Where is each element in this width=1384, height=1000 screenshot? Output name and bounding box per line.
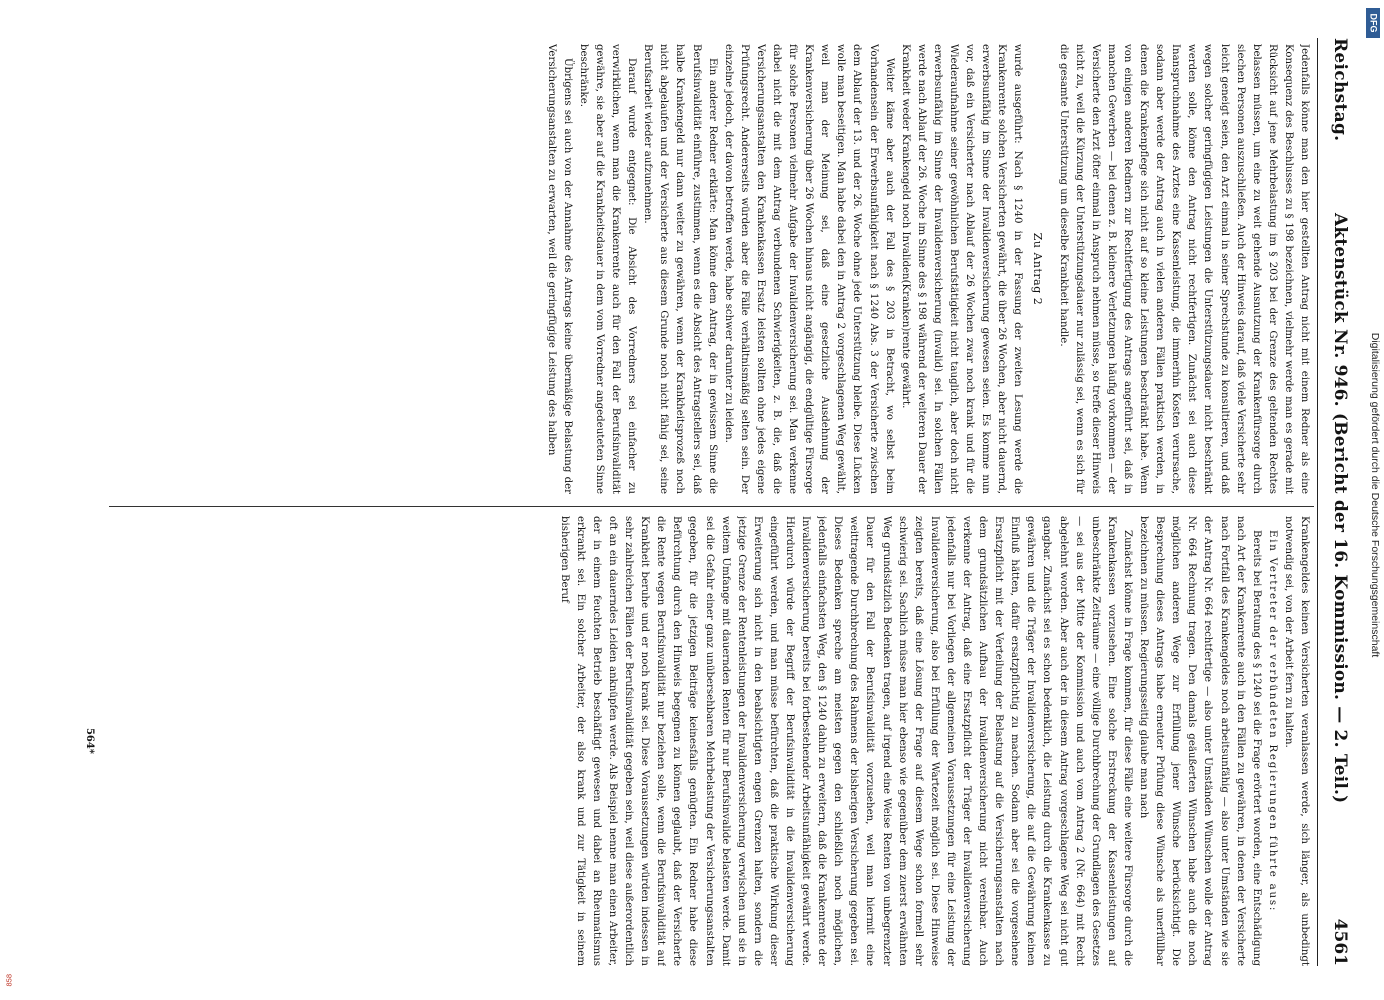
right-column	[97, 516, 1312, 966]
paragraph: Darauf wurde entgegnet: Die Absicht des Vorredners sei einfacher zu verwirklichen, wenn man die Krankenrente auch für den Fall der Berufsinvalidität gewähre, sie aber auf die Krankheitsdauer in dem vom Vorredner angedeuteten Sinne beschränke.	[577, 44, 638, 494]
paragraph: Übrigens sei auch von der Annahme des Antrags keine übermäßige Belastung der Versicherungsanstalten zu erwarten, weil die geringfügige Leistung des halben	[545, 44, 573, 494]
section-heading: Zu Antrag 2	[1031, 232, 1045, 306]
left-column	[97, 44, 1312, 494]
paragraph: Bereits bei Beratung des § 1240 sei die Frage erörtert worden, eine Entschädigung nach Art der Krankenrente auch in den Fällen zu gewähren, in denen der Versicherte nach Fortfall des Krankengeldes noch arbeitsunfähig — also unter Umständen wie sie der Antrag Nr. 664 rechtfertige — also unter Umständen Wünschen wolle der Antrag Nr. 664 Rechnung tragen. Den damals geäußerten Wünschen habe auch die noch möglichen anderen Wege zur Erfüllung jener Wünsche berücksichtigt. Die Besprechung dieses Antrags habe erneuter Prüfung diese Wünsche als unerfüllbar bezeichnen zu müssen. Regierungsseitig glaube man nach	[1138, 516, 1262, 966]
header-institution: Reichstag.	[1330, 38, 1350, 142]
document-page	[73, 38, 1358, 966]
paragraph: Ein anderer Redner erklärte: Man könne dem Antrag, der in gewissem Sinne die Berufsinvalidität einführe, zustimmen, wenn es die Absicht des Antragstellers sei, daß halbe Krankengeld nur dann weiter zu gewähren, wenn der Krankheitsprozeß noch nicht abgelaufen und der Versicherte aus diesem Grunde noch nicht fähig sei, seine Berufsarbeit wieder aufzunehmen.	[642, 44, 718, 494]
paragraph: Jedenfalls könne man den hier gestellten Antrag nicht mit einem Redner als eine Konsequenz des Beschlusses zu § 198 bezeichnen, vielmehr werde man es gerade mit Rücksicht auf jene Mehrbelastung im § 203 bei der Grenze des geltenden Rechtes belassen müssen, um eine zu weit gehende Ausnutzung der Krankenfürsorge durch siechen Personen auszuschließen. Auch der Hinweis darauf, daß viele Versicherte sehr leicht geneigt seien, den Arzt einmal in seiner Sprechstunde zu konsultieren, und daß wegen solcher geringfügigen Leistungen die Unterstützungsdauer nicht beschränkt werden solle, könne den Antrag nicht rechtfertigen. Zunächst sei auch diese Inanspruchnahme des Arztes eine Kassenleistung, die immerhin Kosten verursache, sodann aber werde der Antrag auch in vielen anderen Fällen praktisch werden, in denen die Krankenpflege sich nicht auf so kleine Leistungen beschränkt habe. Wenn von einigen anderen Rednern zur Rechtfertigung des Antrags angeführt sei, daß in manchen Gewerben — bei denen z. B. kleinere Verletzungen häufig vorkommen — der Versicherte den Arzt öfter einmal in Anspruch nehmen müsse, so treffe dieser Hinweis nicht zu, weil die Kürzung der Unterstützungsdauer nur zulässig sei, wenn es sich für die gesamte Unterstützung um dieselbe Krankheit handle.	[1057, 44, 1310, 494]
digitization-credit: Digitalisierung gefördert durch die Deutsche Forschungsgemeinschaft	[1369, 332, 1381, 658]
paragraph: Krankengeldes keinen Versicherten veranlassen werde, sich länger, als unbedingt notwendig sei, von der Arbeit fern zu halten.	[1282, 516, 1310, 966]
dfg-logo: DFG	[1366, 8, 1380, 38]
header-rule	[1317, 38, 1318, 966]
paragraph: wurde ausgeführt: Nach § 1240 in der Fassung der zweiten Lesung werde die Krankenrente solchen Versicherten gewährt, die über 26 Wochen, aber nicht dauernd, erwerbsunfähig im Sinne der Invalidenversicherung gewesen seien. Es komme nun vor, daß ein Versicherter nach Ablauf der 26 Wochen zwar noch krank und für die Wiederaufnahme seiner gewöhnlichen Berufstätigkeit nicht tauglich, aber doch nicht erwerbsunfähig im Sinne der Invalidenversicherung (invalid) sei. In solchen Fällen werde nach Ablauf der 26. Woche im Sinne des § 198 während der weiteren Dauer der Krankheit weder Krankengeld noch Invaliden(Kranken)rente gewährt.	[899, 44, 1024, 494]
speaker-line: Ein Vertreter der verbündeten Regierungen führte aus:	[1266, 530, 1278, 913]
header-title: Aktenstück Nr. 946. (Bericht der 16. Kommission. — 2. Teil.)	[1330, 213, 1350, 804]
column-divider	[109, 506, 1314, 507]
signature-mark: 564*	[84, 727, 95, 755]
paragraph: Zunächst könne in Frage kommen, für diese Fälle eine weitere Fürsorge durch die Krankenkassen vorzusehen. Eine solche Erstreckung der Kassenleistungen auf unbeschränkte Zeiträume — eine völlige Durchbrechung der Grundlagen des Gesetzes — sei aus der Mitte der Kommission und auch vom Antrag 2 (Nr. 664) mit Recht abgelehnt worden. Aber auch der in diesem Antrag vorgeschlagene Weg sei nicht gut gangbar. Zunächst sei es schon bedenklich, die Leistung durch die Krankenkasse zu gewähren und die Träger der Invalidenversicherung, die auf die Gewährung keinen Einfluß hätten, dafür ersatzpflichtig zu machen. Sodann aber sei die vorgesehene Ersatzpflicht mit der Verteilung der Belastung auf die Versicherungsanstalten nach dem grundsätzlichen Aufbau der Invalidenversicherung nicht vereinbar. Auch verkenne der Antrag, daß eine Ersatzpflicht der Träger der Invalidenversicherung jedenfalls nur bei Vorliegen der allgemeinen Voraussetzungen für eine Leistung der Invalidenversicherung, also bei Erfüllung der Wartezeit möglich sei. Diese Hinweise zeigten bereits, daß eine Lösung der Frage auf diesem Wege schon formell sehr schwierig sei. Sachlich müsse man hier ebenso wie gegenüber dem zuerst erwähnten Weg grundsätzlich Bedenken tragen, auf irgend eine Weise Renten von unbegrenzter Dauer für den Fall der Berufsinvalidität vorzusehen, weil man hiermit eine weittragende Durchbrechung des Rahmens der bisherigen Versicherung gegeben sei. Dieses Bedenken spreche am meisten gegen den schließlich noch möglichen, jedenfalls einfachsten Weg, den § 1240 dahin zu erweitern, daß die Krankenrente der Invalidenversicherung bereits bei fortbestehender Arbeitsunfähigkeit gewährt werde. Hierdurch würde der Begriff der Berufsinvalidität in die Invalidenversicherung eingeführt werden, und man müsse befürchten, daß die praktische Wirkung dieser Erweiterung sich nicht in den beabsichtigten engen Grenzen halten, sondern die jetzige Grenze der Rentenleistungen der Invalidenversicherung verwischen und sie in weitem Umfange mit dauernden Renten für nur Berufsinvalide belasten werde. Damit sei die Gefahr einer ganz unübersehbaren Mehrbelastung der Versicherungsanstalten gegeben, für die jetzigen Beiträge keinesfalls genügten. Ein Redner habe diese Befürchtung durch den Hinweis begegnen zu können geglaubt, daß der Versicherte die Rente wegen Berufsinvalidität nur beziehen solle, wenn die Berufsinvalidität auf Krankheit beruhe und er noch krank sei. Diese Voraussetzungen würden indessen in sehr zahlreichen Fällen der Berufsinvalidität gegeben sein, weil diese außerordentlich oft an ein dauerndes Leiden anknüpfen werde. Als Beispiel nenne man einen Arbeiter, der in einem feuchten Betrieb beschäftigt gewesen und dabei an Rheumatismus erkrankt sei. Ein solcher Arbeiter, der also krank und zur Tätigkeit in seinem bisherigen Beruf	[558, 516, 1133, 966]
scan-mark: 858	[4, 973, 14, 987]
paragraph: Weiter käme aber auch der Fall des § 203 in Betracht, wo selbst beim Vorhandensein der Erwerbsunfähigkeit nach § 1240 Abs. 3 der Versicherte zwischen dem Ablauf der 13. und der 26. Woche ohne jede Unterstützung bleibe. Diese Lücken wolle man beseitigen. Man habe dabei den in Antrag 2 vorgeschlagenen Weg gewählt, weil man der Meinung sei, daß eine gesetzliche Ausdehnung der Krankenversicherung über 26 Wochen hinaus nicht angängig, die endgültige Fürsorge für solche Personen vielmehr Aufgabe der Invalidenversicherung sei. Man verkenne dabei nicht die mit dem Antrag verbundenen Schwierigkeiten, z. B. die, daß die Versicherungsanstalten den Krankenkassen Ersatz leisten sollten ohne jedes eigene Prüfungsrecht. Andererseits würden aber die Fälle verhältnismäßig selten sein. Der einzelne jedoch, der davon betroffen werde, habe schwer darunter zu leiden.	[722, 44, 895, 494]
page-number: 4561	[1330, 918, 1350, 966]
page-header	[1320, 38, 1358, 966]
